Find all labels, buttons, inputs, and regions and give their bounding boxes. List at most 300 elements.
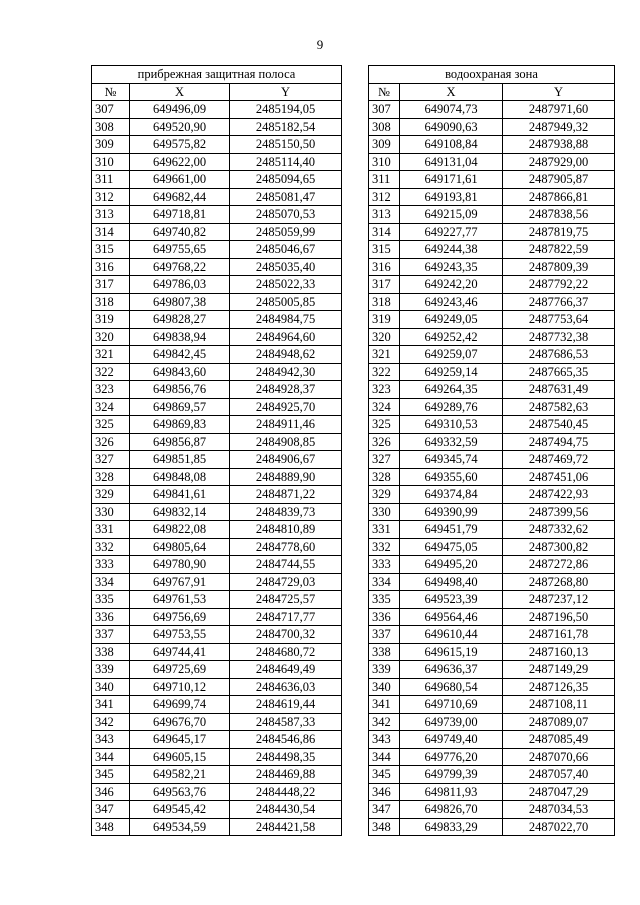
page-number: 9 <box>316 37 324 52</box>
table-row <box>92 363 615 381</box>
right-point-number: 342 <box>369 713 400 731</box>
right-point-number: 329 <box>369 486 400 504</box>
table-row <box>92 766 615 784</box>
left-y-coordinate: 2484984,75 <box>230 311 342 329</box>
left-point-number: 308 <box>92 118 130 136</box>
table-row <box>92 241 615 259</box>
right-point-number: 335 <box>369 591 400 609</box>
right-x-coordinate: 649242,20 <box>400 276 503 294</box>
left-point-number: 340 <box>92 678 130 696</box>
column-gap <box>342 626 369 644</box>
right-y-coordinate: 2487057,40 <box>503 766 615 784</box>
right-y-coordinate: 2487929,00 <box>503 153 615 171</box>
column-gap <box>342 591 369 609</box>
column-gap <box>342 83 369 101</box>
right-y-coordinate: 2487451,06 <box>503 468 615 486</box>
right-point-number: 334 <box>369 573 400 591</box>
left-point-number: 335 <box>92 591 130 609</box>
right-y-coordinate: 2487866,81 <box>503 188 615 206</box>
right-y-coordinate: 2487732,38 <box>503 328 615 346</box>
right-y-coordinate: 2487540,45 <box>503 416 615 434</box>
left-x-coordinate: 649744,41 <box>130 643 230 661</box>
right-x-coordinate: 649090,63 <box>400 118 503 136</box>
right-y-coordinate: 2487422,93 <box>503 486 615 504</box>
left-x-coordinate: 649869,83 <box>130 416 230 434</box>
right-header-number: № <box>369 83 400 101</box>
right-header-x: X <box>400 83 503 101</box>
right-x-coordinate: 649451,79 <box>400 521 503 539</box>
left-x-coordinate: 649699,74 <box>130 696 230 714</box>
right-point-number: 348 <box>369 818 400 836</box>
right-x-coordinate: 649498,40 <box>400 573 503 591</box>
right-point-number: 325 <box>369 416 400 434</box>
left-y-coordinate: 2484911,46 <box>230 416 342 434</box>
table-row <box>92 538 615 556</box>
right-point-number: 320 <box>369 328 400 346</box>
left-y-coordinate: 2485114,40 <box>230 153 342 171</box>
left-point-number: 316 <box>92 258 130 276</box>
left-y-coordinate: 2484889,90 <box>230 468 342 486</box>
right-table-title: водоохраная зона <box>369 66 615 84</box>
table-row <box>92 136 615 154</box>
column-gap <box>342 276 369 294</box>
column-gap <box>342 503 369 521</box>
left-point-number: 337 <box>92 626 130 644</box>
right-point-number: 347 <box>369 801 400 819</box>
right-x-coordinate: 649475,05 <box>400 538 503 556</box>
column-gap <box>342 241 369 259</box>
left-y-coordinate: 2484498,35 <box>230 748 342 766</box>
left-point-number: 307 <box>92 101 130 119</box>
column-gap <box>342 153 369 171</box>
left-y-coordinate: 2484636,03 <box>230 678 342 696</box>
right-point-number: 338 <box>369 643 400 661</box>
right-point-number: 309 <box>369 136 400 154</box>
left-y-coordinate: 2484469,88 <box>230 766 342 784</box>
left-x-coordinate: 649520,90 <box>130 118 230 136</box>
right-x-coordinate: 649374,84 <box>400 486 503 504</box>
left-point-number: 334 <box>92 573 130 591</box>
column-gap <box>342 643 369 661</box>
column-gap <box>342 118 369 136</box>
right-x-coordinate: 649243,46 <box>400 293 503 311</box>
left-y-coordinate: 2484948,62 <box>230 346 342 364</box>
right-point-number: 312 <box>369 188 400 206</box>
right-x-coordinate: 649171,61 <box>400 171 503 189</box>
left-point-number: 328 <box>92 468 130 486</box>
left-x-coordinate: 649682,44 <box>130 188 230 206</box>
left-y-coordinate: 2484680,72 <box>230 643 342 661</box>
table-row <box>92 188 615 206</box>
right-point-number: 318 <box>369 293 400 311</box>
right-y-coordinate: 2487949,32 <box>503 118 615 136</box>
left-point-number: 327 <box>92 451 130 469</box>
left-point-number: 313 <box>92 206 130 224</box>
left-y-coordinate: 2484928,37 <box>230 381 342 399</box>
right-y-coordinate: 2487665,35 <box>503 363 615 381</box>
right-y-coordinate: 2487494,75 <box>503 433 615 451</box>
right-y-coordinate: 2487196,50 <box>503 608 615 626</box>
table-row <box>92 678 615 696</box>
left-point-number: 309 <box>92 136 130 154</box>
left-x-coordinate: 649869,57 <box>130 398 230 416</box>
left-x-coordinate: 649622,00 <box>130 153 230 171</box>
column-gap <box>342 311 369 329</box>
right-x-coordinate: 649252,42 <box>400 328 503 346</box>
right-point-number: 331 <box>369 521 400 539</box>
table-row <box>92 503 615 521</box>
table-row <box>92 573 615 591</box>
left-x-coordinate: 649676,70 <box>130 713 230 731</box>
left-point-number: 314 <box>92 223 130 241</box>
left-x-coordinate: 649761,53 <box>130 591 230 609</box>
right-x-coordinate: 649776,20 <box>400 748 503 766</box>
left-y-coordinate: 2485046,67 <box>230 241 342 259</box>
column-gap <box>342 223 369 241</box>
left-y-coordinate: 2485081,47 <box>230 188 342 206</box>
right-x-coordinate: 649332,59 <box>400 433 503 451</box>
right-point-number: 339 <box>369 661 400 679</box>
table-row <box>92 556 615 574</box>
left-header-x: X <box>130 83 230 101</box>
left-point-number: 325 <box>92 416 130 434</box>
column-gap <box>342 486 369 504</box>
table-row <box>92 416 615 434</box>
right-y-coordinate: 2487047,29 <box>503 783 615 801</box>
right-point-number: 344 <box>369 748 400 766</box>
left-y-coordinate: 2484906,67 <box>230 451 342 469</box>
left-y-coordinate: 2485194,05 <box>230 101 342 119</box>
right-y-coordinate: 2487300,82 <box>503 538 615 556</box>
right-y-coordinate: 2487971,60 <box>503 101 615 119</box>
left-x-coordinate: 649768,22 <box>130 258 230 276</box>
right-x-coordinate: 649739,00 <box>400 713 503 731</box>
left-x-coordinate: 649605,15 <box>130 748 230 766</box>
table-row <box>92 801 615 819</box>
right-y-coordinate: 2487085,49 <box>503 731 615 749</box>
left-x-coordinate: 649841,61 <box>130 486 230 504</box>
right-x-coordinate: 649310,53 <box>400 416 503 434</box>
left-point-number: 332 <box>92 538 130 556</box>
column-gap <box>342 783 369 801</box>
left-y-coordinate: 2484810,89 <box>230 521 342 539</box>
left-x-coordinate: 649856,87 <box>130 433 230 451</box>
left-point-number: 344 <box>92 748 130 766</box>
table-row <box>92 696 615 714</box>
column-gap <box>342 293 369 311</box>
left-header-y: Y <box>230 83 342 101</box>
left-header-number: № <box>92 83 130 101</box>
right-point-number: 328 <box>369 468 400 486</box>
left-x-coordinate: 649725,69 <box>130 661 230 679</box>
right-x-coordinate: 649215,09 <box>400 206 503 224</box>
column-gap <box>342 818 369 836</box>
column-gap <box>342 136 369 154</box>
column-gap <box>342 801 369 819</box>
right-point-number: 327 <box>369 451 400 469</box>
table-row <box>92 101 615 119</box>
left-x-coordinate: 649832,14 <box>130 503 230 521</box>
column-gap <box>342 363 369 381</box>
left-x-coordinate: 649805,64 <box>130 538 230 556</box>
column-gap <box>342 328 369 346</box>
table-row <box>92 818 615 836</box>
right-point-number: 326 <box>369 433 400 451</box>
table-row <box>92 311 615 329</box>
left-x-coordinate: 649851,85 <box>130 451 230 469</box>
left-x-coordinate: 649822,08 <box>130 521 230 539</box>
table-row <box>92 398 615 416</box>
right-point-number: 345 <box>369 766 400 784</box>
table-row <box>92 608 615 626</box>
left-x-coordinate: 649575,82 <box>130 136 230 154</box>
left-x-coordinate: 649856,76 <box>130 381 230 399</box>
left-x-coordinate: 649848,08 <box>130 468 230 486</box>
left-y-coordinate: 2484871,22 <box>230 486 342 504</box>
column-gap <box>342 171 369 189</box>
column-gap <box>342 101 369 119</box>
left-point-number: 322 <box>92 363 130 381</box>
left-x-coordinate: 649545,42 <box>130 801 230 819</box>
right-x-coordinate: 649495,20 <box>400 556 503 574</box>
table-row <box>92 521 615 539</box>
right-y-coordinate: 2487399,56 <box>503 503 615 521</box>
left-x-coordinate: 649710,12 <box>130 678 230 696</box>
left-x-coordinate: 649645,17 <box>130 731 230 749</box>
table-row <box>92 381 615 399</box>
left-point-number: 324 <box>92 398 130 416</box>
left-y-coordinate: 2484421,58 <box>230 818 342 836</box>
left-y-coordinate: 2485150,50 <box>230 136 342 154</box>
column-gap <box>342 556 369 574</box>
left-y-coordinate: 2485005,85 <box>230 293 342 311</box>
left-point-number: 326 <box>92 433 130 451</box>
left-point-number: 331 <box>92 521 130 539</box>
left-point-number: 311 <box>92 171 130 189</box>
right-y-coordinate: 2487905,87 <box>503 171 615 189</box>
column-gap <box>342 661 369 679</box>
right-x-coordinate: 649811,93 <box>400 783 503 801</box>
left-y-coordinate: 2484908,85 <box>230 433 342 451</box>
right-y-coordinate: 2487838,56 <box>503 206 615 224</box>
left-x-coordinate: 649582,21 <box>130 766 230 784</box>
right-point-number: 336 <box>369 608 400 626</box>
right-x-coordinate: 649193,81 <box>400 188 503 206</box>
column-gap <box>342 538 369 556</box>
right-x-coordinate: 649249,05 <box>400 311 503 329</box>
left-point-number: 317 <box>92 276 130 294</box>
right-y-coordinate: 2487161,78 <box>503 626 615 644</box>
right-y-coordinate: 2487686,53 <box>503 346 615 364</box>
right-x-coordinate: 649680,54 <box>400 678 503 696</box>
left-point-number: 336 <box>92 608 130 626</box>
left-y-coordinate: 2485182,54 <box>230 118 342 136</box>
left-x-coordinate: 649828,27 <box>130 311 230 329</box>
left-x-coordinate: 649843,60 <box>130 363 230 381</box>
left-point-number: 342 <box>92 713 130 731</box>
right-point-number: 330 <box>369 503 400 521</box>
column-gap <box>342 521 369 539</box>
left-point-number: 310 <box>92 153 130 171</box>
left-x-coordinate: 649661,00 <box>130 171 230 189</box>
column-gap <box>342 346 369 364</box>
left-point-number: 333 <box>92 556 130 574</box>
table-row <box>92 206 615 224</box>
left-y-coordinate: 2484942,30 <box>230 363 342 381</box>
table-header-row <box>92 83 615 101</box>
table-title-row <box>92 66 615 84</box>
right-point-number: 343 <box>369 731 400 749</box>
left-x-coordinate: 649780,90 <box>130 556 230 574</box>
right-point-number: 341 <box>369 696 400 714</box>
left-x-coordinate: 649563,76 <box>130 783 230 801</box>
right-point-number: 308 <box>369 118 400 136</box>
table-row <box>92 346 615 364</box>
right-y-coordinate: 2487126,35 <box>503 678 615 696</box>
left-x-coordinate: 649767,91 <box>130 573 230 591</box>
right-y-coordinate: 2487938,88 <box>503 136 615 154</box>
left-point-number: 330 <box>92 503 130 521</box>
right-point-number: 337 <box>369 626 400 644</box>
left-point-number: 343 <box>92 731 130 749</box>
left-y-coordinate: 2484700,32 <box>230 626 342 644</box>
left-y-coordinate: 2485070,53 <box>230 206 342 224</box>
column-gap <box>342 713 369 731</box>
right-y-coordinate: 2487822,59 <box>503 241 615 259</box>
left-x-coordinate: 649786,03 <box>130 276 230 294</box>
column-gap <box>342 696 369 714</box>
table-row <box>92 153 615 171</box>
left-y-coordinate: 2484619,44 <box>230 696 342 714</box>
right-x-coordinate: 649564,46 <box>400 608 503 626</box>
right-x-coordinate: 649259,07 <box>400 346 503 364</box>
left-y-coordinate: 2484925,70 <box>230 398 342 416</box>
left-x-coordinate: 649842,45 <box>130 346 230 364</box>
left-point-number: 329 <box>92 486 130 504</box>
left-point-number: 346 <box>92 783 130 801</box>
right-point-number: 315 <box>369 241 400 259</box>
right-x-coordinate: 649289,76 <box>400 398 503 416</box>
left-y-coordinate: 2484725,57 <box>230 591 342 609</box>
column-gap <box>342 206 369 224</box>
column-gap <box>342 258 369 276</box>
left-x-coordinate: 649755,65 <box>130 241 230 259</box>
right-x-coordinate: 649636,37 <box>400 661 503 679</box>
left-point-number: 312 <box>92 188 130 206</box>
table-row <box>92 468 615 486</box>
column-gap <box>342 451 369 469</box>
table-row <box>92 661 615 679</box>
right-point-number: 340 <box>369 678 400 696</box>
table-row <box>92 748 615 766</box>
table-row <box>92 223 615 241</box>
right-point-number: 319 <box>369 311 400 329</box>
left-y-coordinate: 2484964,60 <box>230 328 342 346</box>
table-row <box>92 643 615 661</box>
right-x-coordinate: 649243,35 <box>400 258 503 276</box>
column-gap <box>342 381 369 399</box>
right-y-coordinate: 2487149,29 <box>503 661 615 679</box>
left-point-number: 341 <box>92 696 130 714</box>
right-y-coordinate: 2487809,39 <box>503 258 615 276</box>
left-x-coordinate: 649718,81 <box>130 206 230 224</box>
table-row <box>92 258 615 276</box>
column-gap <box>342 731 369 749</box>
column-gap <box>342 433 369 451</box>
left-x-coordinate: 649838,94 <box>130 328 230 346</box>
column-gap <box>342 188 369 206</box>
table-row <box>92 731 615 749</box>
right-point-number: 321 <box>369 346 400 364</box>
left-x-coordinate: 649496,09 <box>130 101 230 119</box>
right-x-coordinate: 649227,77 <box>400 223 503 241</box>
table-row <box>92 783 615 801</box>
right-y-coordinate: 2487022,70 <box>503 818 615 836</box>
table-row <box>92 328 615 346</box>
left-point-number: 339 <box>92 661 130 679</box>
right-point-number: 311 <box>369 171 400 189</box>
left-y-coordinate: 2484839,73 <box>230 503 342 521</box>
column-gap <box>342 573 369 591</box>
table-row <box>92 713 615 731</box>
left-y-coordinate: 2484430,54 <box>230 801 342 819</box>
right-y-coordinate: 2487631,49 <box>503 381 615 399</box>
right-y-coordinate: 2487766,37 <box>503 293 615 311</box>
right-y-coordinate: 2487792,22 <box>503 276 615 294</box>
table-row <box>92 591 615 609</box>
right-x-coordinate: 649523,39 <box>400 591 503 609</box>
right-x-coordinate: 649826,70 <box>400 801 503 819</box>
right-x-coordinate: 649355,60 <box>400 468 503 486</box>
left-x-coordinate: 649753,55 <box>130 626 230 644</box>
left-point-number: 321 <box>92 346 130 364</box>
right-y-coordinate: 2487332,62 <box>503 521 615 539</box>
right-point-number: 324 <box>369 398 400 416</box>
right-x-coordinate: 649710,69 <box>400 696 503 714</box>
coordinates-table <box>91 65 615 836</box>
left-table-title: прибрежная защитная полоса <box>92 66 342 84</box>
right-header-y: Y <box>503 83 615 101</box>
left-point-number: 320 <box>92 328 130 346</box>
column-gap <box>342 766 369 784</box>
left-x-coordinate: 649534,59 <box>130 818 230 836</box>
right-point-number: 316 <box>369 258 400 276</box>
right-y-coordinate: 2487160,13 <box>503 643 615 661</box>
table-row <box>92 451 615 469</box>
left-point-number: 347 <box>92 801 130 819</box>
right-point-number: 314 <box>369 223 400 241</box>
left-point-number: 338 <box>92 643 130 661</box>
right-y-coordinate: 2487268,80 <box>503 573 615 591</box>
right-y-coordinate: 2487469,72 <box>503 451 615 469</box>
left-y-coordinate: 2485022,33 <box>230 276 342 294</box>
table-row <box>92 486 615 504</box>
left-x-coordinate: 649807,38 <box>130 293 230 311</box>
left-y-coordinate: 2484587,33 <box>230 713 342 731</box>
right-y-coordinate: 2487753,64 <box>503 311 615 329</box>
column-gap <box>342 678 369 696</box>
left-y-coordinate: 2484729,03 <box>230 573 342 591</box>
table-row <box>92 433 615 451</box>
right-y-coordinate: 2487034,53 <box>503 801 615 819</box>
right-point-number: 313 <box>369 206 400 224</box>
column-gap <box>342 66 369 84</box>
left-y-coordinate: 2484546,86 <box>230 731 342 749</box>
right-x-coordinate: 649074,73 <box>400 101 503 119</box>
left-point-number: 318 <box>92 293 130 311</box>
right-x-coordinate: 649390,99 <box>400 503 503 521</box>
left-y-coordinate: 2484744,55 <box>230 556 342 574</box>
